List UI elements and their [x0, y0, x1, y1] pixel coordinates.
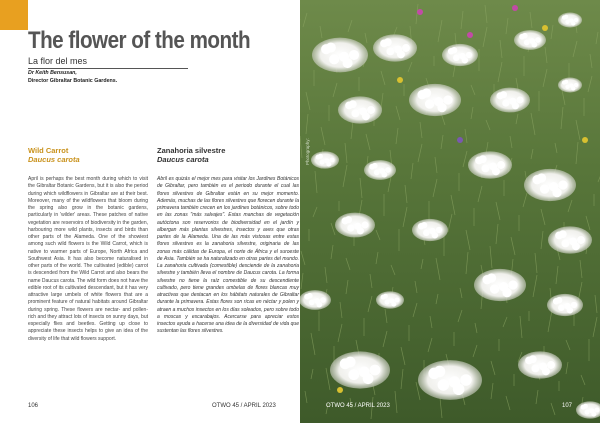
spanish-body: Abril es quizás el mejor mes para visitar los Jardines Botánicos de Gibraltar, pero también es el periodo durante el cual las flores silvestres de Gibraltar están en su mejor momento. Además, muchas de las flores silvestres que florecen durante la primavera también crecen en los jardines botánicos, sobre todo en las zonas "más salvajes". Estas manchas de vegetación autóctona son reservorios de biodiversidad en el jardín y albergan más plantas silvestres, insectos y aves que otras partes de la Alameda. Una de las más vistosas entre estas flores silvestres es la zanahoria silvestre, originaria de las zonas más cálidas de Europa, el norte de África y el suroeste de Asia. También se ha naturalizado en otras partes del mundo. La zanahoria cultivada (comestible) desciende de la zanahoria silvestre y también lleva el nombre de Daucus carota. La forma silvestre no tiene la raíz comestible de su descendiente cultivado, pero tiene grandes umbelas de flores blancas muy atractivas que destacan en los hábitats naturales de Gibraltar durante la primavera. Estas flores son ricas en néctar y polen y atraen a muchos insectos en los días soleados, pero sobre todo a moscas y escarabajos. Acercarse para apreciar estos insectos ayuda a hacerse una idea de la diversidad de vida que sustentan las flores silvestres.: [157, 176, 299, 335]
wild-carrot-photo: [300, 0, 600, 423]
spanish-heading: Zanahoria silvestre: [157, 146, 226, 155]
author-name: Dr Keith Bensusan,: [28, 70, 77, 76]
english-column: [28, 146, 148, 343]
english-body: April is perhaps the best month during which to visit the Gibraltar Botanic Gardens, but it is also the period during which wildflowers in Gibraltar are at their best. Moreover, many of the wildflowers that bloom during the spring also grow in the botanic gardens, particularly in 'wilder' areas. These patches of native vegetation are reservoirs of biodiversity in the garden, harbouring more wild plants, insects and birds than other parts of the Alameda. One of the showiest among such wild flowers is the Wild Carrot, which is native to warmer parts of Europe, North Africa and Southwest Asia. It has also become naturalised in other parts of the world. The cultivated (edible) carrot is descended from the Wild Carrot and also bears the name Daucus carota. The wild form does not have the edible root of its cultivated descendant, but it has very attractive large umbels of white flowers that are a prominent feature of natural habitats around Gibraltar during spring. These flowers are nectar- and pollen-rich and they attract lots of insects on sunny days, but especially flies and beetles. Getting up close to appreciate these insects helps to give an idea of the diversity of life that wild flowers support.: [28, 176, 148, 342]
author-role: Director Gibraltar Botanic Gardens.: [28, 78, 118, 84]
page-subtitle: La flor del mes: [28, 56, 188, 69]
page-title: The flower of the month: [28, 27, 251, 54]
english-heading: Wild Carrot: [28, 146, 69, 155]
page-number-left: 106: [28, 403, 39, 409]
footer-left: OTWO 45 / APRIL 2023: [212, 403, 276, 409]
spanish-heading-latin: Daucus carota: [157, 155, 209, 164]
english-heading-latin: Daucus carota: [28, 155, 80, 164]
spanish-column: [157, 146, 299, 336]
page-number-right: 107: [562, 403, 573, 409]
photo-credit: Photography:: [305, 138, 310, 165]
accent-tab: [0, 0, 28, 30]
footer-right: OTWO 45 / APRIL 2023: [326, 403, 390, 409]
right-page: [300, 0, 600, 423]
